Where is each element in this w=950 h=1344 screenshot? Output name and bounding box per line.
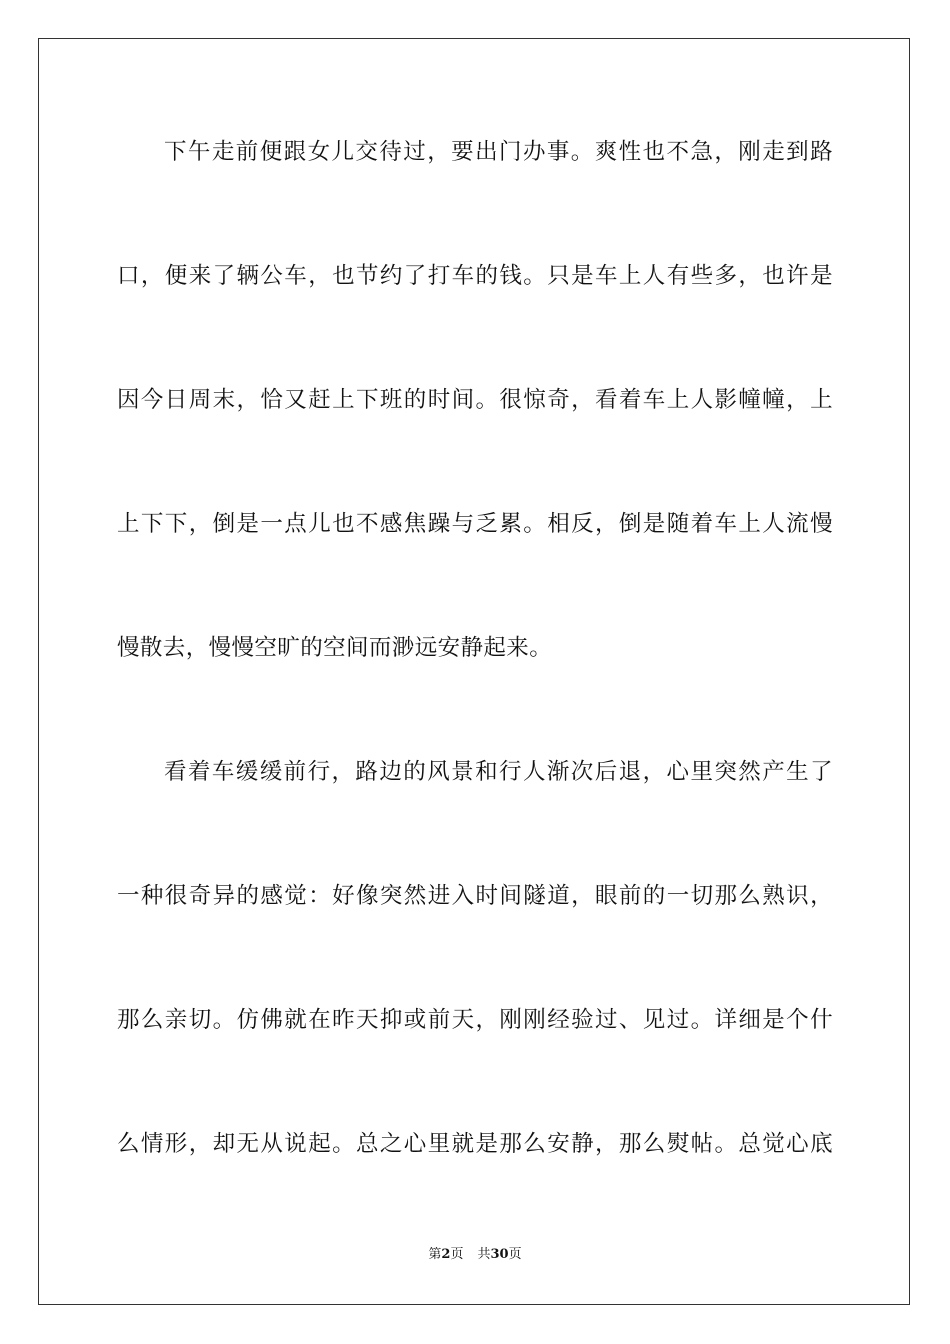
paragraph-1-line-5: 慢散去，慢慢空旷的空间而渺远安静起来。 <box>117 635 553 661</box>
page-border <box>38 38 910 1305</box>
page-suffix: 页 <box>450 1247 464 1262</box>
total-suffix: 页 <box>508 1247 522 1262</box>
page-number: 2 <box>441 1247 451 1262</box>
paragraph-2-line-4: 么情形，却无从说起。总之心里就是那么安静，那么熨帖。总觉心底 <box>117 1131 833 1157</box>
paragraph-2-line-1: 看着车缓缓前行，路边的风景和行人渐次后退，心里突然产生了 <box>164 759 833 785</box>
total-prefix: 共 <box>477 1247 491 1262</box>
paragraph-1-line-3: 因今日周末，恰又赶上下班的时间。很惊奇，看着车上人影幢幢，上 <box>117 387 833 413</box>
total-pages: 30 <box>490 1247 509 1262</box>
page-footer <box>0 1246 950 1264</box>
paragraph-2-line-3: 那么亲切。仿佛就在昨天抑或前天，刚刚经验过、见过。详细是个什 <box>117 1007 833 1033</box>
paragraph-1-line-1: 下午走前便跟女儿交待过，要出门办事。爽性也不急，刚走到路 <box>164 139 833 165</box>
paragraph-2-line-2: 一种很奇异的感觉：好像突然进入时间隧道，眼前的一切那么熟识， <box>117 883 833 909</box>
page-prefix: 第 <box>428 1247 442 1262</box>
paragraph-1-line-2: 口，便来了辆公车，也节约了打车的钱。只是车上人有些多，也许是 <box>117 263 833 289</box>
paragraph-1-line-4: 上下下，倒是一点儿也不感焦躁与乏累。相反，倒是随着车上人流慢 <box>117 511 833 537</box>
